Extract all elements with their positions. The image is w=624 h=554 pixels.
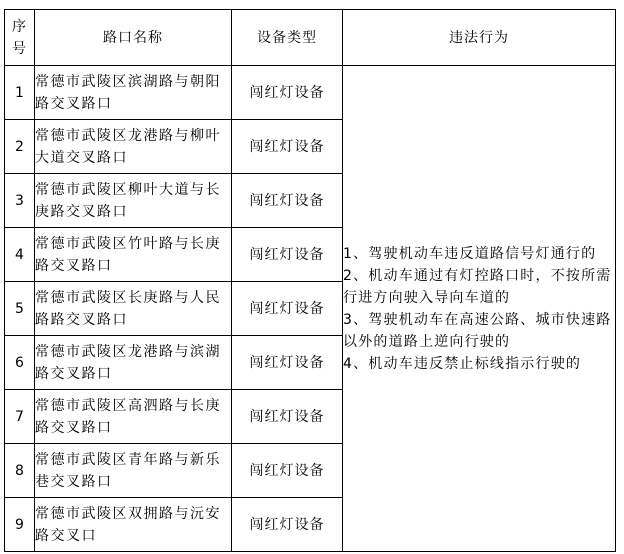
intersection-name: 常德市武陵区双拥路与沅安路交叉口 — [35, 498, 232, 552]
intersection-name: 常德市武陵区龙港路与滨湖路交叉路口 — [35, 336, 232, 390]
row-number: 5 — [5, 282, 35, 336]
intersection-name: 常德市武陵区龙港路与柳叶大道交叉路口 — [35, 120, 232, 174]
row-number: 9 — [5, 498, 35, 552]
header-serial-number-line-1: 序 — [12, 18, 27, 35]
row-number: 3 — [5, 174, 35, 228]
violation-behaviors-cell — [343, 66, 616, 552]
header-intersection-name: 路口名称 — [35, 10, 232, 66]
equipment-type: 闯红灯设备 — [232, 390, 343, 444]
table-header-row — [5, 10, 616, 66]
row-number: 8 — [5, 444, 35, 498]
violation-item: 1、驾驶机动车违反道路信号灯通行的 — [343, 245, 597, 262]
row-number: 7 — [5, 390, 35, 444]
violation-item: 4、机动车违反禁止标线指示行驶的 — [343, 355, 582, 372]
equipment-type: 闯红灯设备 — [232, 282, 343, 336]
row-number: 6 — [5, 336, 35, 390]
intersection-name: 常德市武陵区高泗路与长庚路交叉路口 — [35, 390, 232, 444]
row-number: 4 — [5, 228, 35, 282]
table-row — [5, 66, 616, 120]
intersection-name: 常德市武陵区柳叶大道与长庚路交叉路口 — [35, 174, 232, 228]
violation-equipment-table — [4, 9, 616, 552]
violation-item: 2、机动车通过有灯控路口时，不按所需行进方向驶入导向车道的 — [343, 267, 612, 306]
row-number: 1 — [5, 66, 35, 120]
header-serial-number-line-2: 号 — [12, 40, 27, 57]
equipment-type: 闯红灯设备 — [232, 228, 343, 282]
header-serial-number — [5, 10, 35, 66]
intersection-name: 常德市武陵区青年路与新乐巷交叉路口 — [35, 444, 232, 498]
violation-item: 3、驾驶机动车在高速公路、城市快速路以外的道路上逆向行驶的 — [343, 311, 612, 350]
intersection-name: 常德市武陵区竹叶路与长庚路交叉路口 — [35, 228, 232, 282]
header-violation-behavior: 违法行为 — [343, 10, 616, 66]
equipment-type: 闯红灯设备 — [232, 120, 343, 174]
header-equipment-type: 设备类型 — [232, 10, 343, 66]
equipment-type: 闯红灯设备 — [232, 336, 343, 390]
row-number: 2 — [5, 120, 35, 174]
intersection-name: 常德市武陵区长庚路与人民路路交叉路口 — [35, 282, 232, 336]
equipment-type: 闯红灯设备 — [232, 498, 343, 552]
equipment-type: 闯红灯设备 — [232, 66, 343, 120]
equipment-type: 闯红灯设备 — [232, 444, 343, 498]
intersection-name: 常德市武陵区滨湖路与朝阳路交叉路口 — [35, 66, 232, 120]
equipment-type: 闯红灯设备 — [232, 174, 343, 228]
